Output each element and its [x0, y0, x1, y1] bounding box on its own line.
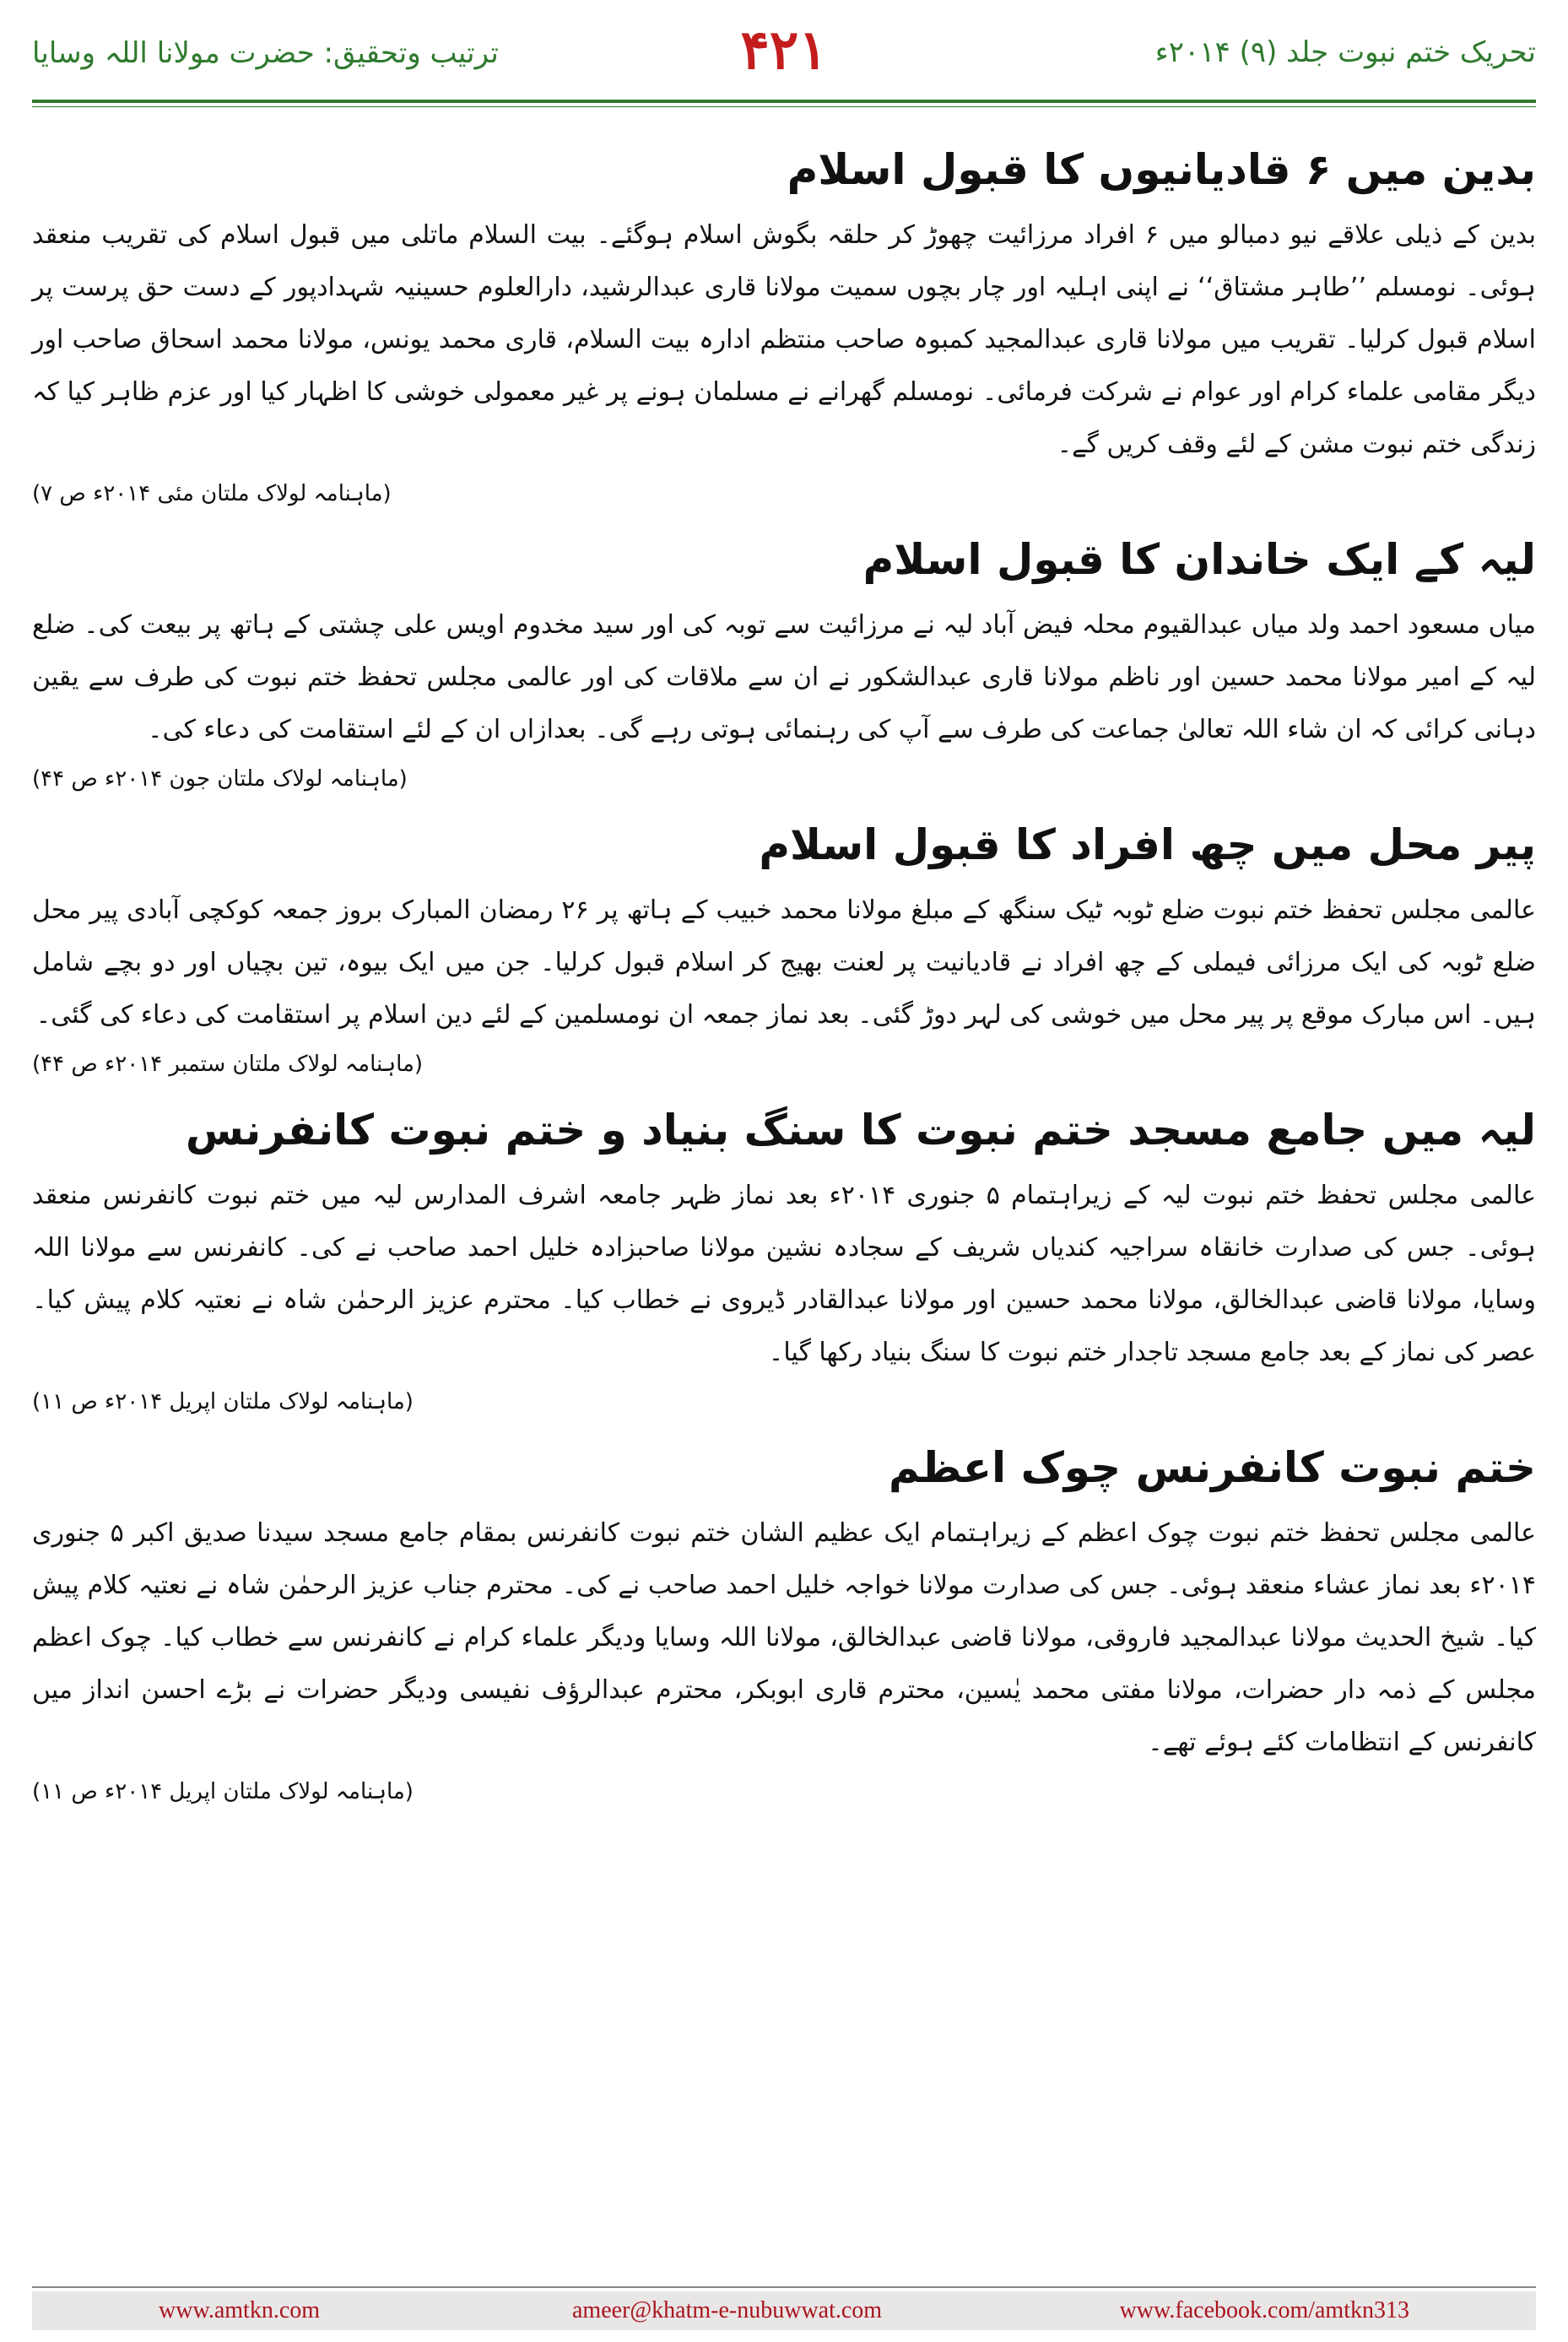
section-paragraph: بدین کے ذیلی علاقے نیو دمبالو میں ۶ افراد مرزائیت چھوڑ کر حلقہ بگوش اسلام ہوگئے۔ بیت السلام ماتلی میں قبول اسلام کی تقریب منعقد ہوئی۔ نومسلم ’’طاہر مشتاق‘‘ نے اپنی اہلیہ اور چار بچوں سمیت مولانا قاری عبدالرشید، دارالعلوم حسینیہ شہدادپور کے دست حق پرست پر اسلام قبول کرلیا۔ تقریب میں مولانا قاری عبدالمجید کمبوہ صاحب منتظم ادارہ بیت السلام، قاری محمد یونس، مولانا محمد اسحاق صاحب اور دیگر مقامی علماء کرام اور عوام نے شرکت فرمائی۔ نومسلم گھرانے نے مسلمان ہونے پر غیر معمولی خوشی کا اظہار کیا اور عزم ظاہر کیا کہ زندگی ختم نبوت مشن کے لئے وقف کریں گے۔: [32, 220, 1536, 459]
section-source: (ماہنامہ لولاک ملتان اپریل ۲۰۱۴ء ص ۱۱): [32, 1389, 414, 1414]
section-heading: لیہ میں جامع مسجد ختم نبوت کا سنگ بنیاد و ختم نبوت کانفرنس: [185, 1106, 1536, 1155]
news-section: [32, 817, 1536, 1087]
section-source: (ماہنامہ لولاک ملتان اپریل ۲۰۱۴ء ص ۱۱): [32, 1779, 414, 1804]
section-source: (ماہنامہ لولاک ملتان مئی ۲۰۱۴ء ص ۷): [32, 481, 392, 506]
news-section: [32, 1102, 1536, 1425]
section-paragraph: عالمی مجلس تحفظ ختم نبوت چوک اعظم کے زیراہتمام ایک عظیم الشان ختم نبوت کانفرنس بمقام جامع مسجد سیدنا صدیق اکبر ۵ جنوری ۲۰۱۴ء بعد نماز عشاء منعقد ہوئی۔ جس کی صدارت مولانا خواجہ خلیل احمد صاحب نے کی۔ محترم جناب عزیز الرحمٰن شاہ نے نعتیہ کلام پیش کیا۔ شیخ الحدیث مولانا عبدالمجید فاروقی، مولانا قاضی عبدالخالق، مولانا اللہ وسایا ودیگر علماء کرام نے کانفرنس سے خطاب کیا۔ چوک اعظم مجلس کے ذمہ دار حضرات، مولانا مفتی محمد یٰسین، محترم قاری ابوبکر، محترم عبدالرؤف نفیسی ودیگر حضرات نے بڑے احسن انداز میں کانفرنس کے انتظامات کئے ہوئے تھے۔: [32, 1518, 1536, 1757]
footer-website-link[interactable]: www.amtkn.com: [159, 2297, 321, 2323]
section-source: (ماہنامہ لولاک ملتان ستمبر ۲۰۱۴ء ص ۴۴): [32, 1052, 424, 1077]
news-section: [32, 142, 1536, 517]
book-title: تحریک ختم نبوت جلد (۹) ۲۰۱۴ء: [1154, 35, 1536, 69]
page-footer: [32, 2291, 1536, 2330]
article-body: [32, 127, 1536, 1820]
footer-email-link[interactable]: ameer@khatm-e-nubuwwat.com: [572, 2297, 883, 2323]
section-paragraph: عالمی مجلس تحفظ ختم نبوت لیہ کے زیراہتمام ۵ جنوری ۲۰۱۴ء بعد نماز ظہر جامعہ اشرف المدارس لیہ میں ختم نبوت کانفرنس منعقد ہوئی۔ جس کی صدارت خانقاہ سراجیہ کندیاں شریف کے سجادہ نشین مولانا صاحبزادہ خلیل احمد صاحب نے کی۔ کانفرنس سے مولانا اللہ وسایا، مولانا قاضی عبدالخالق، مولانا محمد حسین اور مولانا عبدالقادر ڈیروی نے خطاب کیا۔ محترم عزیز الرحمٰن شاہ نے نعتیہ کلام پیش کیا۔ عصر کی نماز کے بعد جامع مسجد تاجدار ختم نبوت کا سنگ بنیاد رکھا گیا۔: [32, 1181, 1536, 1367]
section-heading: ختم نبوت کانفرنس چوک اعظم: [888, 1443, 1536, 1492]
footer-facebook-link[interactable]: www.facebook.com/amtkn313: [1119, 2297, 1409, 2323]
section-paragraph: میاں مسعود احمد ولد میاں عبدالقیوم محلہ فیض آباد لیہ نے مرزائیت سے توبہ کی اور سید مخدوم اویس علی چشتی کے ہاتھ پر بیعت کی۔ ضلع لیہ کے امیر مولانا محمد حسین اور ناظم مولانا قاری عبدالشکور نے ان سے ملاقات کی اور عالمی مجلس تحفظ ختم نبوت کی طرف سے یقین دہانی کرائی کہ ان شاء اللہ تعالیٰ جماعت کی طرف سے آپ کی رہنمائی ہوتی رہے گی۔ بعدازاں ان کے لئے استقامت کی دعاء کی۔: [32, 610, 1536, 744]
news-section: [32, 532, 1536, 802]
compiler-credit: ترتیب وتحقیق: حضرت مولانا اللہ وسایا: [32, 36, 499, 70]
news-section: [32, 1440, 1536, 1815]
section-heading: بدین میں ۶ قادیانیوں کا قبول اسلام: [787, 145, 1536, 194]
section-heading: پیر محل میں چھ افراد کا قبول اسلام: [759, 820, 1536, 869]
header-divider-thin: [32, 106, 1536, 107]
page-header: [32, 19, 1536, 100]
section-paragraph: عالمی مجلس تحفظ ختم نبوت ضلع ٹوبہ ٹیک سنگھ کے مبلغ مولانا محمد خبیب کے ہاتھ پر ۲۶ رمضان المبارک بروز جمعہ کوکچی آبادی پیر محل ضلع ٹوبہ کی ایک مرزائی فیملی کے چھ افراد نے قادیانیت پر لعنت بھیج کر اسلام قبول کرلیا۔ جن میں ایک بیوہ، تین بچیاں اور دو بچے شامل ہیں۔ اس مبارک موقع پر پیر محل میں خوشی کی لہر دوڑ گئی۔ بعد نماز جمعہ ان نومسلمین کے لئے دین اسلام پر استقامت کی دعاء کی گئی۔: [32, 895, 1536, 1030]
section-source: (ماہنامہ لولاک ملتان جون ۲۰۱۴ء ص ۴۴): [32, 766, 408, 792]
footer-divider: [32, 2286, 1536, 2288]
header-divider: [32, 100, 1536, 103]
page-number: ۴۲۱: [740, 19, 828, 82]
section-heading: لیہ کے ایک خاندان کا قبول اسلام: [862, 535, 1536, 584]
